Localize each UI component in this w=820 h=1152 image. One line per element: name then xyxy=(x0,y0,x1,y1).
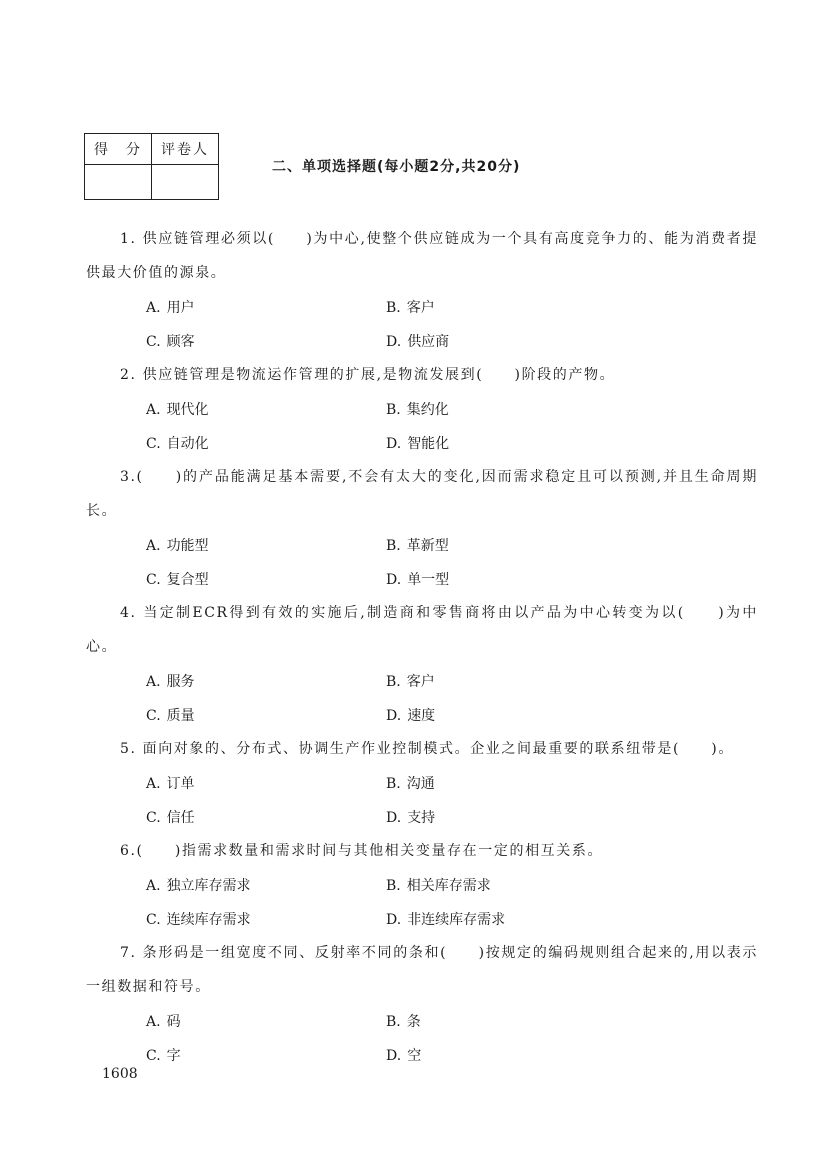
option-row xyxy=(86,324,758,358)
option-text: 自动化 xyxy=(166,436,209,452)
option-text: 非连续库存需求 xyxy=(407,912,506,928)
option-text: 相关库存需求 xyxy=(406,878,491,894)
option-letter: D. xyxy=(386,912,402,928)
question-1 xyxy=(86,222,758,358)
option-letter: B. xyxy=(386,878,401,894)
grader-label: 评卷人 xyxy=(152,134,219,165)
option-d xyxy=(386,807,686,827)
option-text: 订单 xyxy=(166,776,195,792)
option-row xyxy=(86,800,758,834)
option-text: 条 xyxy=(406,1014,421,1030)
option-row xyxy=(86,766,758,800)
option-letter: D. xyxy=(386,436,402,452)
option-text: 现代化 xyxy=(166,402,209,418)
option-b xyxy=(386,399,686,419)
option-a xyxy=(86,297,386,317)
option-b xyxy=(386,671,686,691)
option-b xyxy=(386,875,686,895)
option-text: 顾客 xyxy=(166,334,195,350)
option-text: 支持 xyxy=(407,810,436,826)
question-3 xyxy=(86,460,758,596)
option-text: 功能型 xyxy=(166,538,209,554)
option-a xyxy=(86,535,386,555)
option-d xyxy=(386,909,686,929)
option-b xyxy=(386,1011,686,1031)
score-box xyxy=(84,133,219,200)
score-label: 得 分 xyxy=(85,134,152,165)
option-letter: C. xyxy=(146,1048,161,1064)
option-letter: C. xyxy=(146,708,161,724)
question-5 xyxy=(86,732,758,834)
option-letter: C. xyxy=(146,334,161,350)
option-letter: B. xyxy=(386,776,401,792)
option-text: 智能化 xyxy=(407,436,450,452)
option-c xyxy=(86,1045,386,1065)
option-letter: A. xyxy=(146,300,161,316)
option-d xyxy=(386,705,686,725)
option-row xyxy=(86,664,758,698)
option-row xyxy=(86,562,758,596)
option-row xyxy=(86,868,758,902)
option-text: 复合型 xyxy=(166,572,209,588)
option-text: 客户 xyxy=(406,300,435,316)
option-letter: D. xyxy=(386,708,402,724)
option-letter: A. xyxy=(146,1014,161,1030)
option-letter: B. xyxy=(386,1014,401,1030)
option-letter: D. xyxy=(386,1048,402,1064)
option-c xyxy=(86,909,386,929)
option-text: 沟通 xyxy=(406,776,435,792)
option-text: 供应商 xyxy=(407,334,450,350)
option-letter: B. xyxy=(386,300,401,316)
option-letter: C. xyxy=(146,912,161,928)
option-text: 独立库存需求 xyxy=(166,878,251,894)
option-text: 单一型 xyxy=(407,572,450,588)
option-a xyxy=(86,773,386,793)
option-d xyxy=(386,569,686,589)
question-list xyxy=(86,222,758,1072)
question-stem: 2. 供应链管理是物流运作管理的扩展,是物流发展到( )阶段的产物。 xyxy=(120,367,616,383)
option-a xyxy=(86,671,386,691)
option-row xyxy=(86,426,758,460)
option-d xyxy=(386,1045,686,1065)
option-letter: D. xyxy=(386,572,402,588)
option-text: 质量 xyxy=(166,708,195,724)
grader-cell xyxy=(152,165,219,200)
option-text: 速度 xyxy=(407,708,436,724)
option-row xyxy=(86,1038,758,1072)
option-text: 信任 xyxy=(166,810,195,826)
option-letter: D. xyxy=(386,810,402,826)
question-stem: 7. 条形码是一组宽度不同、反射率不同的条和( )按规定的编码规则组合起来的,用以表示一组数据和符号。 xyxy=(86,945,758,995)
option-letter: B. xyxy=(386,674,401,690)
option-letter: C. xyxy=(146,436,161,452)
option-letter: A. xyxy=(146,538,161,554)
question-stem: 5. 面向对象的、分布式、协调生产作业控制模式。企业之间最重要的联系纽带是( )。 xyxy=(120,741,734,757)
option-a xyxy=(86,399,386,419)
option-letter: D. xyxy=(386,334,402,350)
option-row xyxy=(86,392,758,426)
option-row xyxy=(86,902,758,936)
option-letter: C. xyxy=(146,572,161,588)
option-row xyxy=(86,698,758,732)
option-letter: C. xyxy=(146,810,161,826)
question-7 xyxy=(86,936,758,1072)
option-b xyxy=(386,535,686,555)
option-letter: A. xyxy=(146,878,161,894)
option-text: 码 xyxy=(166,1014,181,1030)
question-stem: 4. 当定制ECR得到有效的实施后,制造商和零售商将由以产品为中心转变为以( )为中心。 xyxy=(86,605,758,655)
option-a xyxy=(86,875,386,895)
option-text: 字 xyxy=(166,1048,181,1064)
option-text: 客户 xyxy=(406,674,435,690)
option-c xyxy=(86,433,386,453)
option-b xyxy=(386,297,686,317)
question-4 xyxy=(86,596,758,732)
option-letter: B. xyxy=(386,538,401,554)
question-2 xyxy=(86,358,758,460)
option-row xyxy=(86,528,758,562)
question-6 xyxy=(86,834,758,936)
question-stem: 1. 供应链管理必须以( )为中心,使整个供应链成为一个具有高度竞争力的、能为消费者提供最大价值的源泉。 xyxy=(86,231,758,281)
option-text: 用户 xyxy=(166,300,195,316)
option-c xyxy=(86,705,386,725)
option-row xyxy=(86,1004,758,1038)
score-cell xyxy=(85,165,152,200)
option-d xyxy=(386,433,686,453)
option-c xyxy=(86,807,386,827)
option-text: 连续库存需求 xyxy=(166,912,251,928)
option-letter: A. xyxy=(146,402,161,418)
option-text: 空 xyxy=(407,1048,422,1064)
section-title: 二、单项选择题(每小题2分,共20分) xyxy=(272,159,521,175)
option-c xyxy=(86,569,386,589)
option-b xyxy=(386,773,686,793)
question-stem: 6.( )指需求数量和需求时间与其他相关变量存在一定的相互关系。 xyxy=(120,843,604,859)
option-letter: B. xyxy=(386,402,401,418)
option-text: 集约化 xyxy=(406,402,449,418)
option-text: 服务 xyxy=(166,674,195,690)
option-text: 革新型 xyxy=(406,538,449,554)
option-row xyxy=(86,290,758,324)
option-letter: A. xyxy=(146,776,161,792)
option-letter: A. xyxy=(146,674,161,690)
option-a xyxy=(86,1011,386,1031)
page-number: 1608 xyxy=(102,1066,138,1082)
option-c xyxy=(86,331,386,351)
question-stem: 3.( )的产品能满足基本需要,不会有太大的变化,因而需求稳定且可以预测,并且生命周期长。 xyxy=(86,469,758,519)
option-d xyxy=(386,331,686,351)
